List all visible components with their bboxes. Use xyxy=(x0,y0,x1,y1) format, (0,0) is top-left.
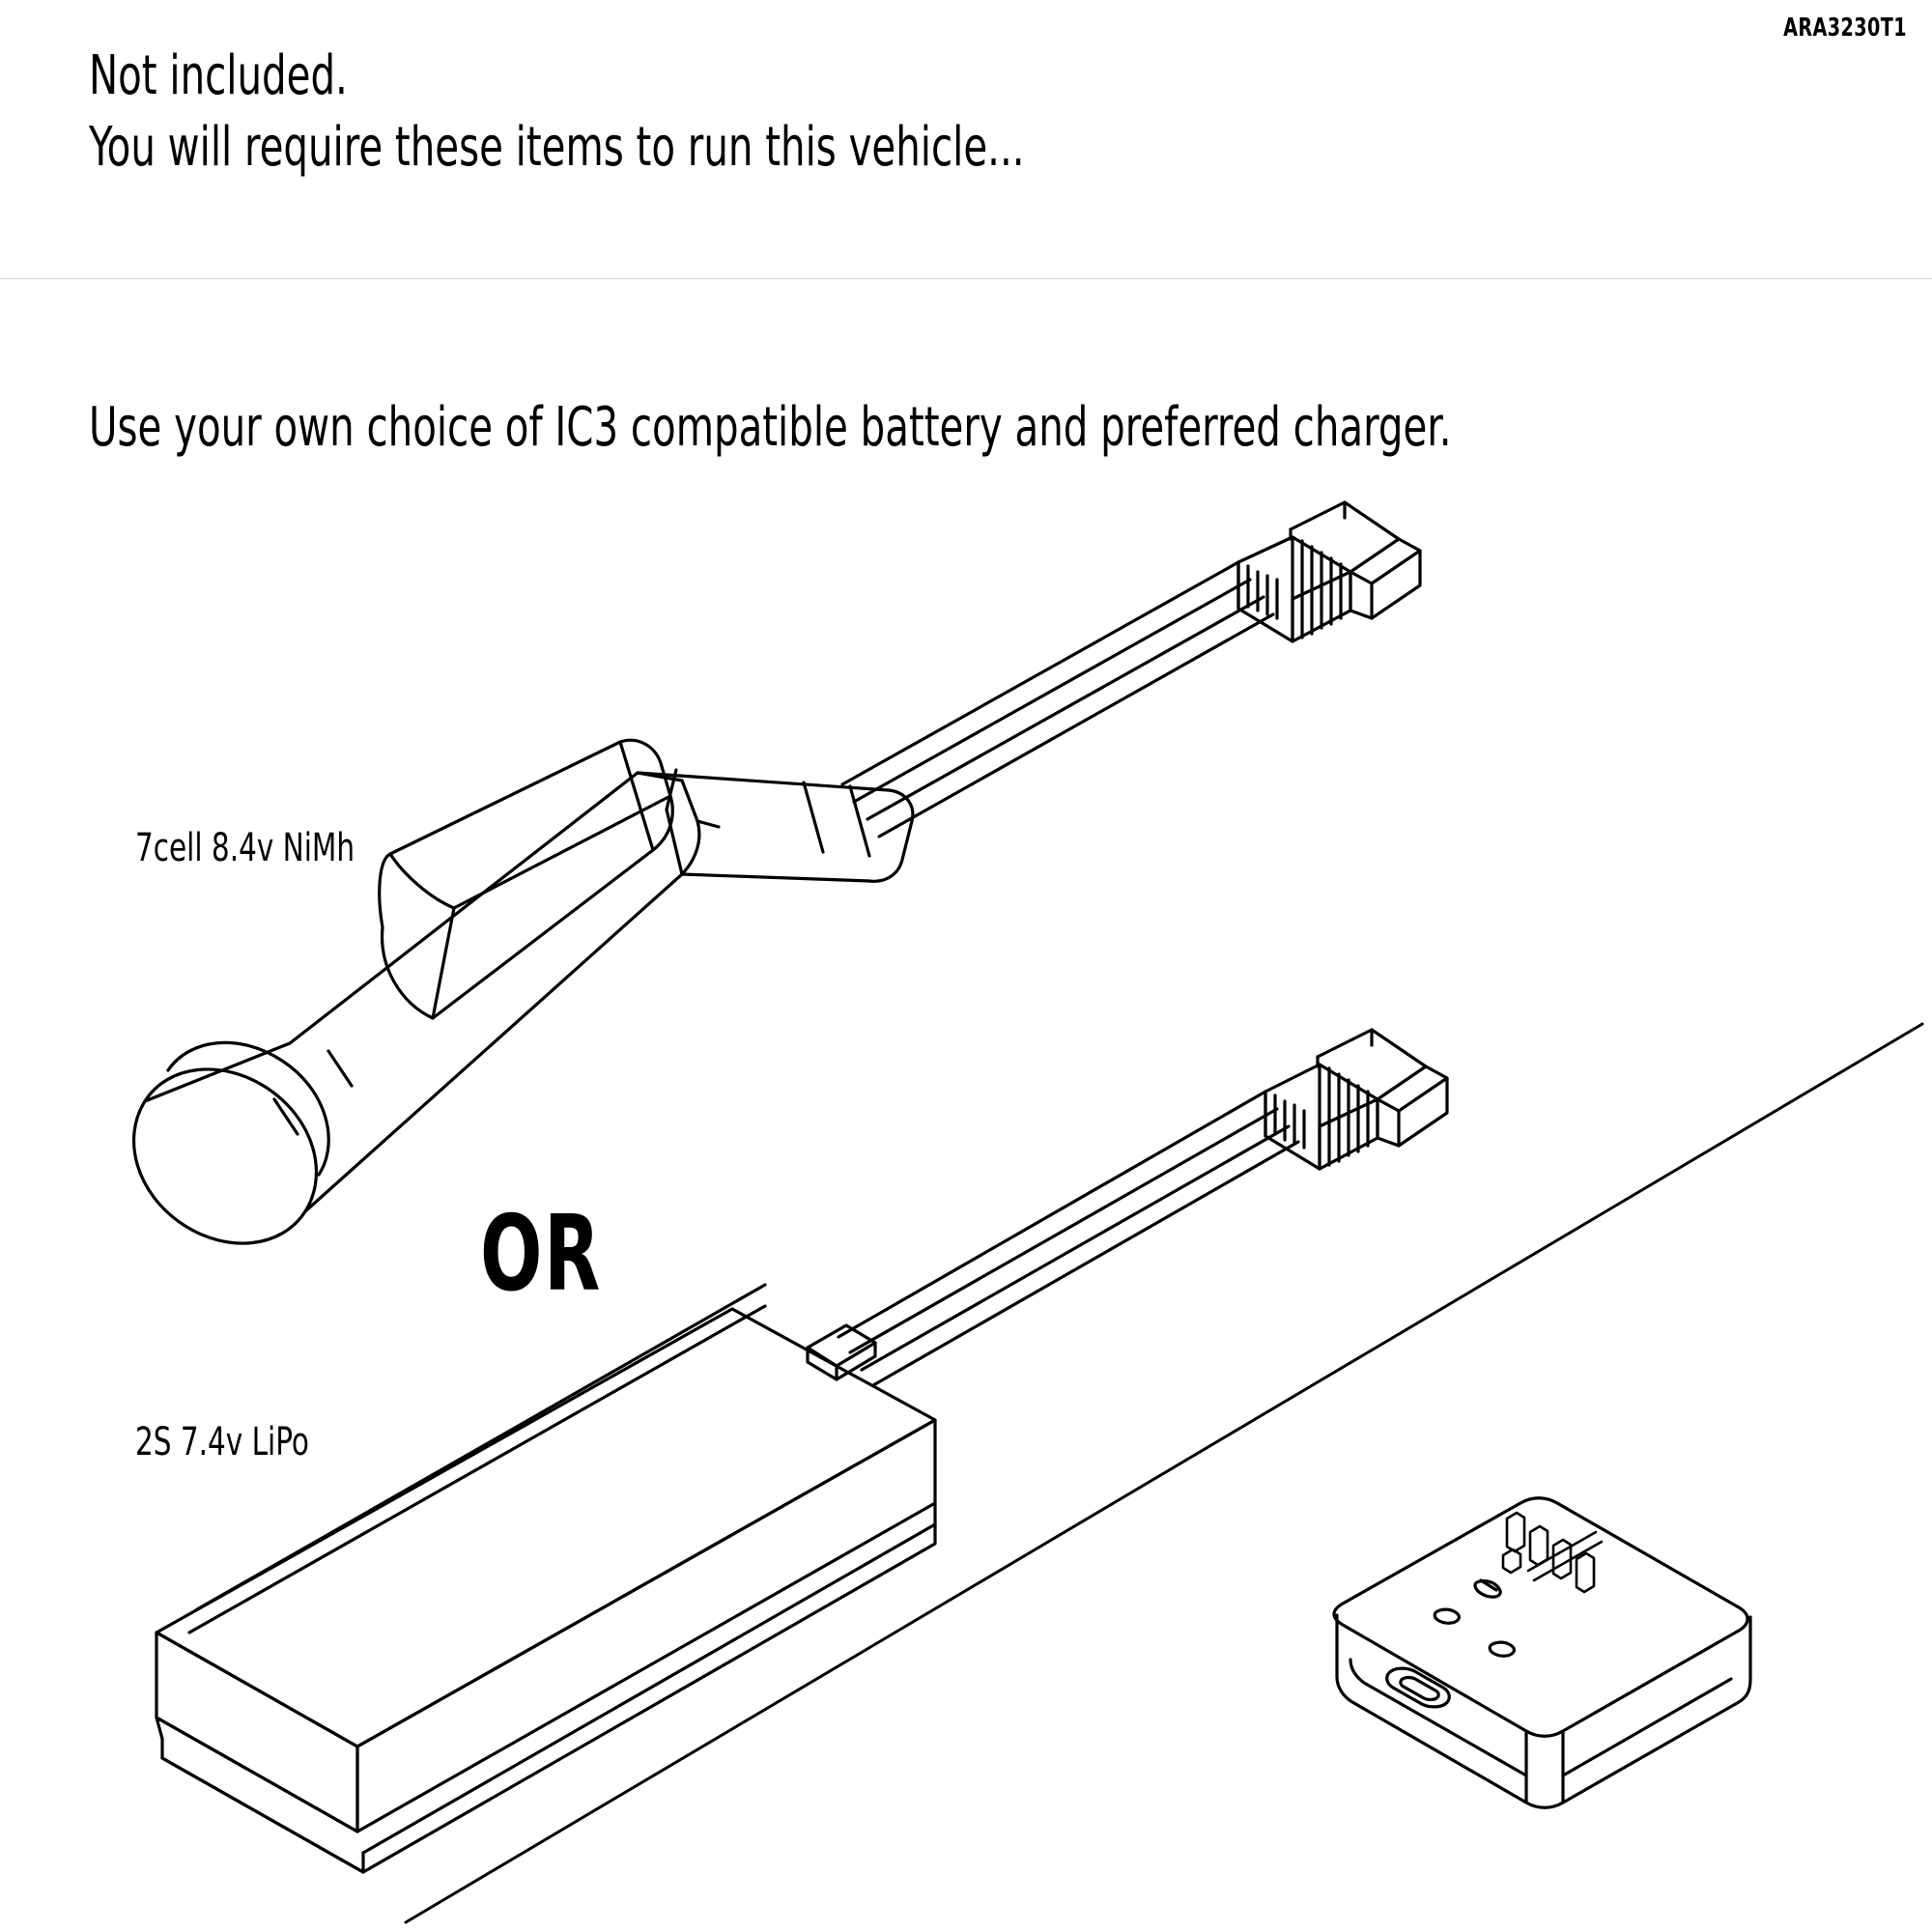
or-separator: OR xyxy=(480,1194,602,1315)
ground-line xyxy=(406,1024,1922,1922)
instruction-text: Use your own choice of IC3 compatible battery and preferred charger. xyxy=(89,396,1452,459)
header-block xyxy=(89,41,1634,185)
header-line-1: Not included. xyxy=(89,44,348,107)
header-divider xyxy=(0,278,1932,279)
battery-charger xyxy=(1334,1498,1750,1808)
label-battery-lipo: 2S 7.4v LiPo xyxy=(135,1420,309,1464)
header-line-2: You will require these items to run this vehicle... xyxy=(89,116,1025,180)
document-code: ARA3230T1 xyxy=(1783,14,1907,43)
lipo-battery-pack xyxy=(156,1285,935,1872)
lipo-lead-and-ic3-connector xyxy=(838,1030,1447,1385)
label-battery-nimh: 7cell 8.4v NiMh xyxy=(135,826,355,870)
nimh-battery-pack xyxy=(134,740,913,1243)
nimh-lead-and-ic3-connector xyxy=(842,502,1420,837)
